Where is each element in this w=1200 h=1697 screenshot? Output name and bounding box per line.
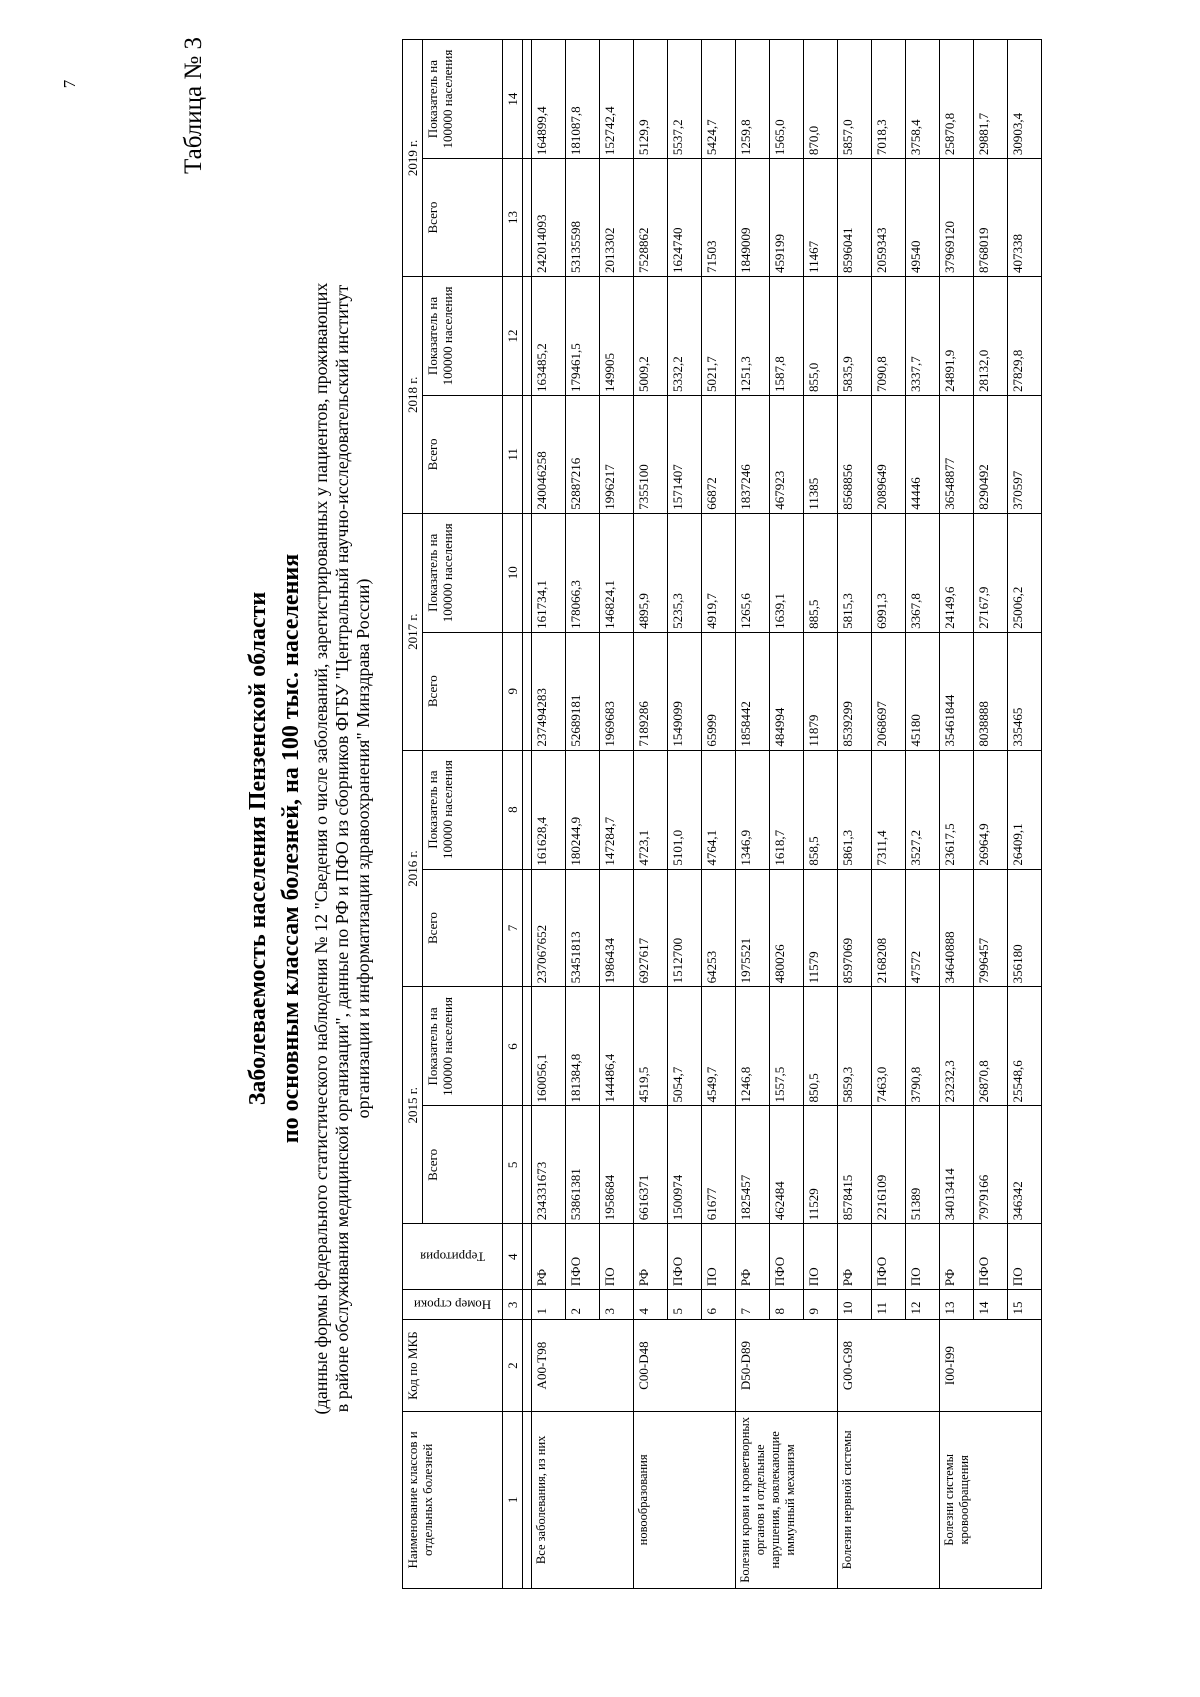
- value-rate: 1587,8: [770, 276, 804, 395]
- header-total: Всего: [423, 869, 503, 987]
- column-number: 4: [503, 1224, 523, 1290]
- table-row: [736, 40, 770, 1589]
- value-total: 53451813: [566, 869, 600, 987]
- value-rate: 144486,4: [600, 987, 634, 1106]
- value-rate: 25548,6: [1008, 987, 1042, 1106]
- value-total: 1958684: [600, 1106, 634, 1224]
- row-number: 2: [566, 1290, 600, 1320]
- value-total: 8539299: [838, 632, 872, 750]
- value-rate: 7463,0: [872, 987, 906, 1106]
- value-rate: 5424,7: [702, 40, 736, 159]
- territory: ПФО: [668, 1224, 702, 1290]
- value-rate: 26964,9: [974, 750, 1008, 869]
- value-total: 335465: [1008, 632, 1042, 750]
- territory: ПФО: [872, 1224, 906, 1290]
- value-rate: 1618,7: [770, 750, 804, 869]
- value-rate: 178066,3: [566, 513, 600, 632]
- header-rate: Показатель на 100000 населения: [423, 750, 503, 869]
- territory: РФ: [838, 1224, 872, 1290]
- value-total: 1825457: [736, 1106, 770, 1224]
- territory: РФ: [634, 1224, 668, 1290]
- column-numbers-row: [503, 40, 523, 1589]
- column-number: 6: [503, 987, 523, 1106]
- header-year-2015: 2015 г.: [403, 987, 423, 1224]
- value-total: 480026: [770, 869, 804, 987]
- column-number: 11: [503, 395, 523, 513]
- value-total: 467923: [770, 395, 804, 513]
- icd-code: I00-I99: [940, 1320, 1042, 1411]
- value-total: 8768019: [974, 159, 1008, 277]
- value-total: 237067652: [532, 869, 566, 987]
- territory: ПФО: [974, 1224, 1008, 1290]
- value-rate: 164899,4: [532, 40, 566, 159]
- territory: РФ: [532, 1224, 566, 1290]
- value-total: 462484: [770, 1106, 804, 1224]
- value-total: 1986434: [600, 869, 634, 987]
- value-rate: 3527,2: [906, 750, 940, 869]
- value-rate: 181087,8: [566, 40, 600, 159]
- value-total: 242014093: [532, 159, 566, 277]
- value-total: 37969120: [940, 159, 974, 277]
- value-rate: 25870,8: [940, 40, 974, 159]
- row-number: 5: [668, 1290, 702, 1320]
- value-rate: 7311,4: [872, 750, 906, 869]
- value-rate: 1639,1: [770, 513, 804, 632]
- icd-code: C00-D48: [634, 1320, 736, 1411]
- value-rate: 4519,5: [634, 987, 668, 1106]
- territory: РФ: [736, 1224, 770, 1290]
- value-total: 1858442: [736, 632, 770, 750]
- header-total: Всего: [423, 1106, 503, 1224]
- value-total: 34640888: [940, 869, 974, 987]
- value-rate: 5009,2: [634, 276, 668, 395]
- value-rate: 1346,9: [736, 750, 770, 869]
- value-total: 1549099: [668, 632, 702, 750]
- value-total: 44446: [906, 395, 940, 513]
- icd-code: D50-D89: [736, 1320, 838, 1411]
- value-rate: 4723,1: [634, 750, 668, 869]
- value-total: 1975521: [736, 869, 770, 987]
- header-rate: Показатель на 100000 населения: [423, 513, 503, 632]
- value-rate: 146824,1: [600, 513, 634, 632]
- subtitle-line2: в районе обслуживания медицинской организации", данные по РФ и ПФО из сборников ФГБУ "Центральный научно-исследовательский институт: [332, 284, 352, 1413]
- column-number: 9: [503, 632, 523, 750]
- value-rate: 5332,2: [668, 276, 702, 395]
- column-number: 1: [503, 1411, 523, 1588]
- value-total: 34013414: [940, 1106, 974, 1224]
- value-rate: 885,5: [804, 513, 838, 632]
- value-total: 2013302: [600, 159, 634, 277]
- value-total: 2168208: [872, 869, 906, 987]
- header-rate: Показатель на 100000 населения: [423, 276, 503, 395]
- value-rate: 24149,6: [940, 513, 974, 632]
- table-row: [634, 40, 668, 1589]
- value-total: 36548877: [940, 395, 974, 513]
- row-number: 14: [974, 1290, 1008, 1320]
- value-rate: 24891,9: [940, 276, 974, 395]
- value-total: 2059343: [872, 159, 906, 277]
- value-total: 240046258: [532, 395, 566, 513]
- column-number: 12: [503, 276, 523, 395]
- value-total: 356180: [1008, 869, 1042, 987]
- value-total: 11879: [804, 632, 838, 750]
- value-rate: 1251,3: [736, 276, 770, 395]
- value-total: 45180: [906, 632, 940, 750]
- value-total: 53861381: [566, 1106, 600, 1224]
- value-rate: 5054,7: [668, 987, 702, 1106]
- value-total: 7355100: [634, 395, 668, 513]
- header-year-2018: 2018 г.: [403, 276, 423, 513]
- value-total: 65999: [702, 632, 736, 750]
- value-rate: 3337,7: [906, 276, 940, 395]
- value-total: 7189286: [634, 632, 668, 750]
- value-rate: 29881,7: [974, 40, 1008, 159]
- territory: ПФО: [566, 1224, 600, 1290]
- value-rate: 1557,5: [770, 987, 804, 1106]
- value-rate: 5861,3: [838, 750, 872, 869]
- value-rate: 4549,7: [702, 987, 736, 1106]
- table-label: Таблица № 3: [180, 37, 207, 175]
- row-number: 7: [736, 1290, 770, 1320]
- header-row-number: Номер строки: [403, 1290, 503, 1320]
- value-total: 8597069: [838, 869, 872, 987]
- value-rate: 149905: [600, 276, 634, 395]
- value-total: 6927617: [634, 869, 668, 987]
- disease-class-name: Все заболевания, из них: [532, 1411, 634, 1588]
- value-rate: 855,0: [804, 276, 838, 395]
- header-total: Всего: [423, 159, 503, 277]
- value-total: 8596041: [838, 159, 872, 277]
- value-total: 370597: [1008, 395, 1042, 513]
- row-number: 1: [532, 1290, 566, 1320]
- territory: ПО: [600, 1224, 634, 1290]
- territory: ПО: [702, 1224, 736, 1290]
- row-number: 3: [600, 1290, 634, 1320]
- value-total: 8290492: [974, 395, 1008, 513]
- value-rate: 181384,8: [566, 987, 600, 1106]
- value-total: 1969683: [600, 632, 634, 750]
- value-total: 11529: [804, 1106, 838, 1224]
- value-rate: 152742,4: [600, 40, 634, 159]
- row-number: 13: [940, 1290, 974, 1320]
- value-rate: 147284,7: [600, 750, 634, 869]
- column-number: 10: [503, 513, 523, 632]
- value-total: 8578415: [838, 1106, 872, 1224]
- value-rate: 160056,1: [532, 987, 566, 1106]
- value-total: 7528862: [634, 159, 668, 277]
- header-total: Всего: [423, 395, 503, 513]
- value-rate: 26409,1: [1008, 750, 1042, 869]
- value-total: 51389: [906, 1106, 940, 1224]
- value-rate: 180244,9: [566, 750, 600, 869]
- column-number: 13: [503, 159, 523, 277]
- table-row: [532, 40, 566, 1589]
- row-number: 9: [804, 1290, 838, 1320]
- value-total: 2216109: [872, 1106, 906, 1224]
- header-code: Код по МКБ: [403, 1320, 503, 1411]
- value-rate: 5129,9: [634, 40, 668, 159]
- column-number: 14: [503, 40, 523, 159]
- row-number: 15: [1008, 1290, 1042, 1320]
- table-row: [940, 40, 974, 1589]
- value-rate: 850,5: [804, 987, 838, 1106]
- value-rate: 27829,8: [1008, 276, 1042, 395]
- value-total: 2089649: [872, 395, 906, 513]
- value-rate: 5537,2: [668, 40, 702, 159]
- value-total: 61677: [702, 1106, 736, 1224]
- value-total: 459199: [770, 159, 804, 277]
- value-total: 64253: [702, 869, 736, 987]
- column-number: 5: [503, 1106, 523, 1224]
- document-title-line1: Заболеваемость населения Пензенской области: [245, 591, 271, 1106]
- value-rate: 1265,6: [736, 513, 770, 632]
- row-number: 11: [872, 1290, 906, 1320]
- value-rate: 5835,9: [838, 276, 872, 395]
- value-rate: 1246,8: [736, 987, 770, 1106]
- value-rate: 4895,9: [634, 513, 668, 632]
- header-year-2019: 2019 г.: [403, 40, 423, 277]
- row-number: 10: [838, 1290, 872, 1320]
- value-rate: 7018,3: [872, 40, 906, 159]
- column-number: 8: [503, 750, 523, 869]
- value-total: 7996457: [974, 869, 1008, 987]
- territory: ПО: [1008, 1224, 1042, 1290]
- document-title-line2: по основным классам болезней, на 100 тыс. населения: [278, 553, 304, 1144]
- value-rate: 3790,8: [906, 987, 940, 1106]
- header-rate: Показатель на 100000 населения: [423, 987, 503, 1106]
- value-rate: 5101,0: [668, 750, 702, 869]
- value-total: 407338: [1008, 159, 1042, 277]
- morbidity-table: [402, 39, 1042, 1589]
- page-number: 7: [60, 79, 79, 89]
- value-total: 11579: [804, 869, 838, 987]
- header-territory: Территория: [403, 1224, 503, 1290]
- icd-code: G00-G98: [838, 1320, 940, 1411]
- header-rate: Показатель на 100000 населения: [423, 40, 503, 159]
- disease-class-name: Болезни нервной системы: [838, 1411, 940, 1588]
- column-number: 7: [503, 869, 523, 987]
- value-rate: 23617,5: [940, 750, 974, 869]
- value-rate: 858,5: [804, 750, 838, 869]
- value-rate: 4919,7: [702, 513, 736, 632]
- value-total: 1996217: [600, 395, 634, 513]
- value-rate: 4764,1: [702, 750, 736, 869]
- value-total: 6616371: [634, 1106, 668, 1224]
- header-total: Всего: [423, 632, 503, 750]
- value-total: 49540: [906, 159, 940, 277]
- value-total: 237494283: [532, 632, 566, 750]
- territory: ПО: [906, 1224, 940, 1290]
- value-total: 7979166: [974, 1106, 1008, 1224]
- value-rate: 161734,1: [532, 513, 566, 632]
- value-total: 11467: [804, 159, 838, 277]
- value-rate: 28132,0: [974, 276, 1008, 395]
- value-rate: 1259,8: [736, 40, 770, 159]
- disease-class-name: Болезни системы кровообращения: [940, 1411, 1042, 1588]
- value-rate: 3367,8: [906, 513, 940, 632]
- territory: ПФО: [770, 1224, 804, 1290]
- disease-class-name: Болезни крови и кроветворных органов и отдельные нарушения, вовлекающие иммунный механизм: [736, 1411, 838, 1588]
- value-total: 1624740: [668, 159, 702, 277]
- value-rate: 25006,2: [1008, 513, 1042, 632]
- value-rate: 23232,3: [940, 987, 974, 1106]
- value-total: 1500974: [668, 1106, 702, 1224]
- icd-code: A00-T98: [532, 1320, 634, 1411]
- territory: РФ: [940, 1224, 974, 1290]
- value-total: 52887216: [566, 395, 600, 513]
- value-total: 71503: [702, 159, 736, 277]
- spacer-row: [523, 40, 532, 1589]
- value-rate: 26870,8: [974, 987, 1008, 1106]
- subtitle-line1: (данные формы федерального статистического наблюдения № 12 "Сведения о числе заболеваний, зарегистрированных у пациентов, проживающих: [311, 282, 331, 1415]
- value-rate: 7090,8: [872, 276, 906, 395]
- row-number: 12: [906, 1290, 940, 1320]
- value-rate: 5859,3: [838, 987, 872, 1106]
- value-rate: 179461,5: [566, 276, 600, 395]
- value-rate: 1565,0: [770, 40, 804, 159]
- value-rate: 5815,3: [838, 513, 872, 632]
- row-number: 4: [634, 1290, 668, 1320]
- value-total: 1837246: [736, 395, 770, 513]
- header-year-2017: 2017 г.: [403, 513, 423, 750]
- value-total: 1512700: [668, 869, 702, 987]
- header-year-2016: 2016 г.: [403, 750, 423, 987]
- value-total: 52689181: [566, 632, 600, 750]
- table-row: [838, 40, 872, 1589]
- value-rate: 3758,4: [906, 40, 940, 159]
- value-rate: 5235,3: [668, 513, 702, 632]
- value-total: 234331673: [532, 1106, 566, 1224]
- value-total: 8038888: [974, 632, 1008, 750]
- value-total: 484994: [770, 632, 804, 750]
- value-total: 8568856: [838, 395, 872, 513]
- value-rate: 6991,3: [872, 513, 906, 632]
- value-total: 47572: [906, 869, 940, 987]
- value-total: 35461844: [940, 632, 974, 750]
- value-total: 11385: [804, 395, 838, 513]
- row-number: 8: [770, 1290, 804, 1320]
- column-number: 2: [503, 1320, 523, 1411]
- value-total: 346342: [1008, 1106, 1042, 1224]
- value-total: 1849009: [736, 159, 770, 277]
- value-rate: 163485,2: [532, 276, 566, 395]
- column-number: 3: [503, 1290, 523, 1320]
- value-total: 53135598: [566, 159, 600, 277]
- header-name: Наименование классов и отдельных болезней: [403, 1411, 503, 1588]
- value-rate: 5021,7: [702, 276, 736, 395]
- territory: ПО: [804, 1224, 838, 1290]
- value-total: 2068697: [872, 632, 906, 750]
- value-rate: 27167,9: [974, 513, 1008, 632]
- value-total: 66872: [702, 395, 736, 513]
- value-rate: 870,0: [804, 40, 838, 159]
- value-rate: 161628,4: [532, 750, 566, 869]
- value-rate: 5857,0: [838, 40, 872, 159]
- disease-class-name: новообразования: [634, 1411, 736, 1588]
- subtitle-line3: организации и информатизации здравоохранения" Минздрава России): [353, 578, 373, 1119]
- value-rate: 30903,4: [1008, 40, 1042, 159]
- row-number: 6: [702, 1290, 736, 1320]
- value-total: 1571407: [668, 395, 702, 513]
